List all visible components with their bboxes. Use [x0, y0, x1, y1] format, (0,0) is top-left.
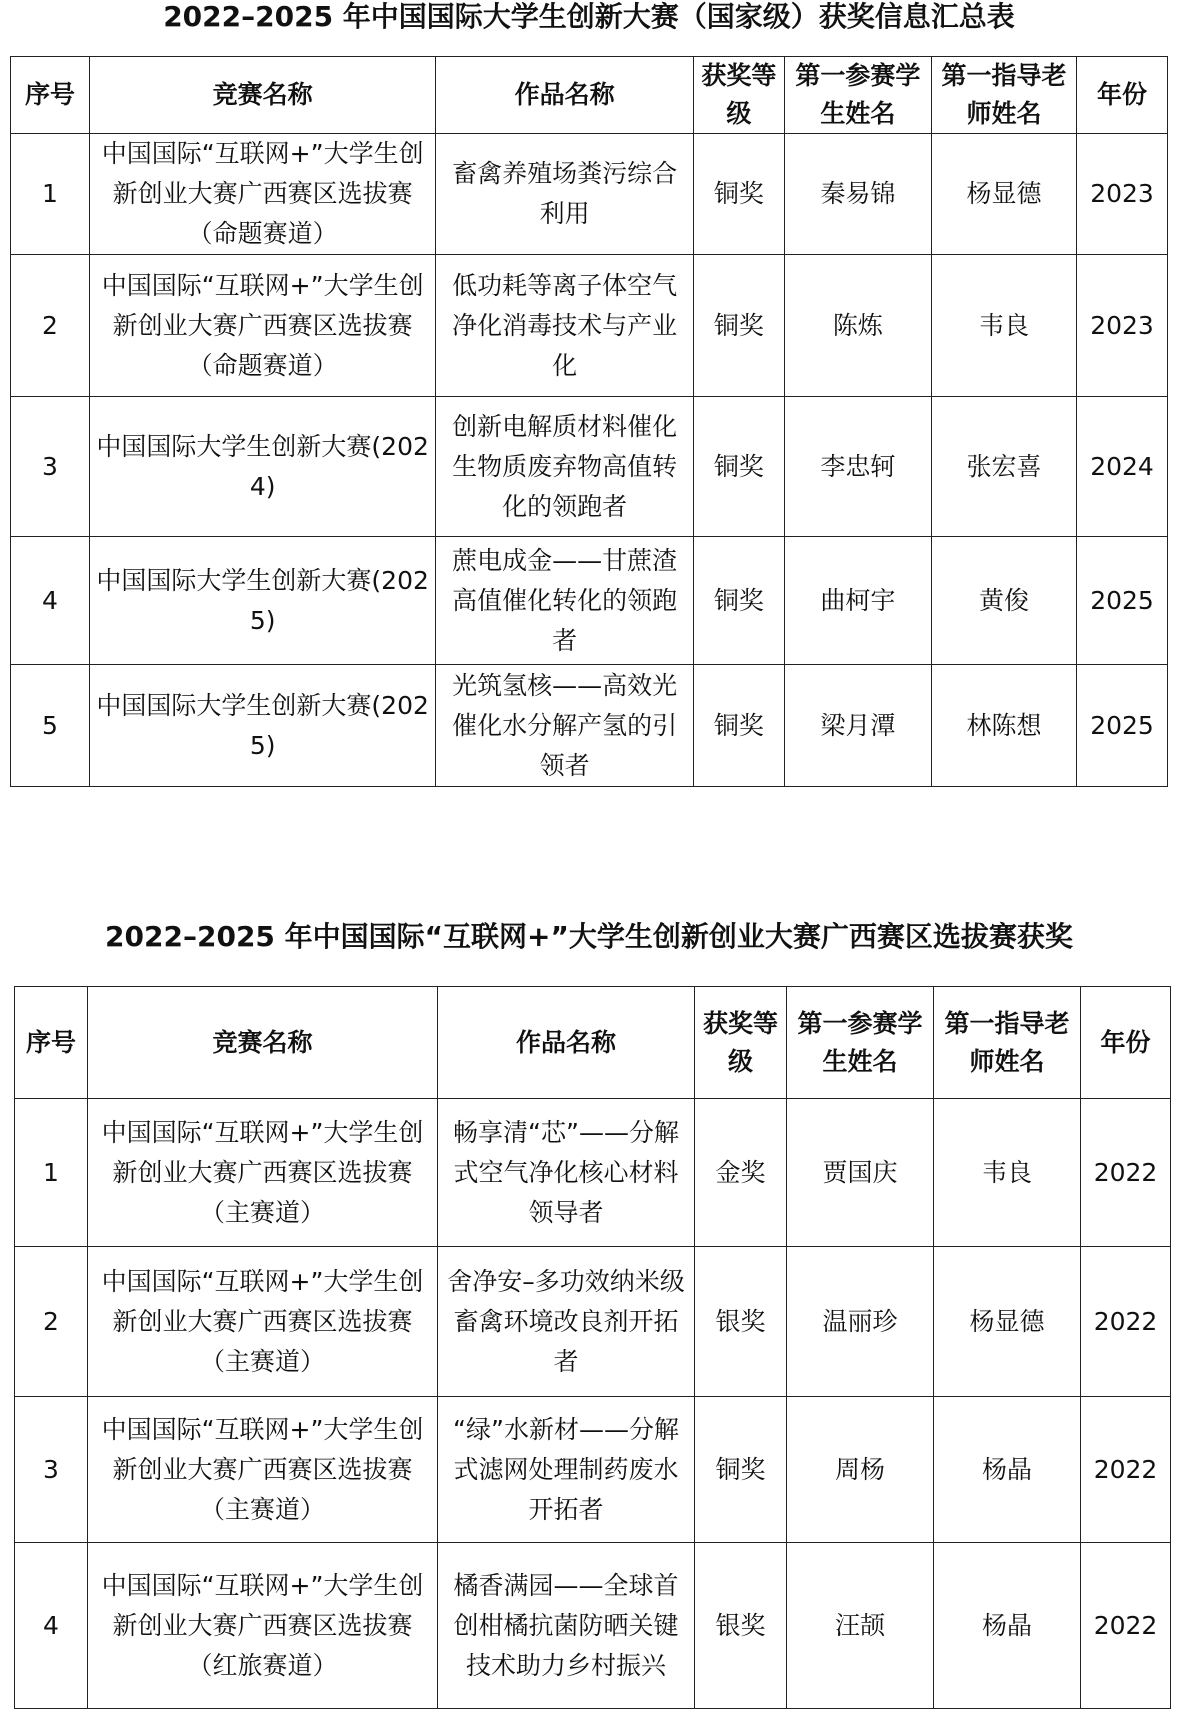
- cell-project: 橘香满园——全球首创柑橘抗菌防晒关键技术助力乡村振兴: [438, 1543, 695, 1709]
- table-row: [15, 1247, 1171, 1397]
- cell-project: 光筑氢核——高效光催化水分解产氢的引领者: [436, 665, 694, 787]
- cell-year: 2025: [1077, 537, 1168, 665]
- cell-project: 畅享清“芯”——分解式空气净化核心材料领导者: [438, 1099, 695, 1247]
- cell-competition: 中国国际“互联网+”大学生创新创业大赛广西赛区选拔赛（主赛道）: [88, 1247, 438, 1397]
- table-row: [15, 1099, 1171, 1247]
- cell-year: 2022: [1081, 1247, 1171, 1397]
- cell-index: 1: [11, 134, 90, 255]
- guangxi-awards-table: [14, 986, 1171, 1709]
- header-competition: 竞赛名称: [88, 987, 438, 1099]
- cell-student: 周杨: [787, 1397, 934, 1543]
- cell-year: 2024: [1077, 397, 1168, 537]
- table-row: [11, 665, 1168, 787]
- cell-student: 汪颉: [787, 1543, 934, 1709]
- header-student: 第一参赛学生姓名: [784, 57, 931, 134]
- table-row: [11, 255, 1168, 397]
- header-advisor: 第一指导老师姓名: [934, 987, 1081, 1099]
- cell-year: 2022: [1081, 1099, 1171, 1247]
- cell-student: 李忠轲: [784, 397, 931, 537]
- cell-project: “绿”水新材——分解式滤网处理制药废水开拓者: [438, 1397, 695, 1543]
- cell-advisor: 杨显德: [932, 134, 1077, 255]
- cell-index: 1: [15, 1099, 88, 1247]
- cell-competition: 中国国际大学生创新大赛(2025): [90, 537, 436, 665]
- national-awards-table: [10, 56, 1168, 787]
- table-row: [15, 1543, 1171, 1709]
- table-1-title: 2022–2025 年中国国际大学生创新大赛（国家级）获奖信息汇总表: [163, 0, 1015, 33]
- cell-index: 4: [11, 537, 90, 665]
- cell-year: 2022: [1081, 1397, 1171, 1543]
- cell-competition: 中国国际大学生创新大赛(2025): [90, 665, 436, 787]
- cell-award-level: 铜奖: [693, 665, 784, 787]
- cell-index: 2: [11, 255, 90, 397]
- cell-year: 2023: [1077, 134, 1168, 255]
- header-award-level: 获奖等级: [693, 57, 784, 134]
- cell-index: 4: [15, 1543, 88, 1709]
- table-row: [11, 537, 1168, 665]
- table-row: [15, 1397, 1171, 1543]
- cell-year: 2022: [1081, 1543, 1171, 1709]
- header-year: 年份: [1077, 57, 1168, 134]
- cell-advisor: 杨显德: [934, 1247, 1081, 1397]
- cell-advisor: 杨晶: [934, 1397, 1081, 1543]
- table-row: [11, 134, 1168, 255]
- header-student: 第一参赛学生姓名: [787, 987, 934, 1099]
- header-project: 作品名称: [438, 987, 695, 1099]
- cell-project: 蔗电成金——甘蔗渣高值催化转化的领跑者: [436, 537, 694, 665]
- cell-year: 2023: [1077, 255, 1168, 397]
- header-award-level: 获奖等级: [695, 987, 787, 1099]
- cell-competition: 中国国际“互联网+”大学生创新创业大赛广西赛区选拔赛（命题赛道）: [90, 134, 436, 255]
- cell-advisor: 韦良: [932, 255, 1077, 397]
- cell-project: 畜禽养殖场粪污综合利用: [436, 134, 694, 255]
- cell-student: 秦易锦: [784, 134, 931, 255]
- table-header-row: [11, 57, 1168, 134]
- cell-index: 2: [15, 1247, 88, 1397]
- cell-competition: 中国国际“互联网+”大学生创新创业大赛广西赛区选拔赛（主赛道）: [88, 1099, 438, 1247]
- cell-student: 贾国庆: [787, 1099, 934, 1247]
- cell-project: 创新电解质材料催化生物质废弃物高值转化的领跑者: [436, 397, 694, 537]
- cell-award-level: 铜奖: [693, 537, 784, 665]
- cell-award-level: 铜奖: [693, 397, 784, 537]
- table-2-title: 2022–2025 年中国国际“互联网+”大学生创新创业大赛广西赛区选拔赛获奖: [105, 920, 1073, 953]
- cell-competition: 中国国际“互联网+”大学生创新创业大赛广西赛区选拔赛（命题赛道）: [90, 255, 436, 397]
- header-index: 序号: [15, 987, 88, 1099]
- header-index: 序号: [11, 57, 90, 134]
- cell-award-level: 铜奖: [693, 255, 784, 397]
- cell-advisor: 张宏喜: [932, 397, 1077, 537]
- cell-student: 梁月潭: [784, 665, 931, 787]
- cell-advisor: 杨晶: [934, 1543, 1081, 1709]
- cell-index: 3: [15, 1397, 88, 1543]
- cell-student: 陈炼: [784, 255, 931, 397]
- header-advisor: 第一指导老师姓名: [932, 57, 1077, 134]
- table-header-row: [15, 987, 1171, 1099]
- cell-competition: 中国国际“互联网+”大学生创新创业大赛广西赛区选拔赛（主赛道）: [88, 1397, 438, 1543]
- header-competition: 竞赛名称: [90, 57, 436, 134]
- cell-competition: 中国国际大学生创新大赛(2024): [90, 397, 436, 537]
- cell-student: 曲柯宇: [784, 537, 931, 665]
- cell-student: 温丽珍: [787, 1247, 934, 1397]
- cell-advisor: 林陈想: [932, 665, 1077, 787]
- cell-index: 3: [11, 397, 90, 537]
- cell-award-level: 银奖: [695, 1247, 787, 1397]
- cell-award-level: 金奖: [695, 1099, 787, 1247]
- cell-project: 低功耗等离子体空气净化消毒技术与产业化: [436, 255, 694, 397]
- cell-project: 舍净安–多功效纳米级畜禽环境改良剂开拓者: [438, 1247, 695, 1397]
- cell-index: 5: [11, 665, 90, 787]
- table-row: [11, 397, 1168, 537]
- cell-award-level: 铜奖: [693, 134, 784, 255]
- cell-advisor: 韦良: [934, 1099, 1081, 1247]
- header-project: 作品名称: [436, 57, 694, 134]
- cell-advisor: 黄俊: [932, 537, 1077, 665]
- cell-award-level: 铜奖: [695, 1397, 787, 1543]
- cell-award-level: 银奖: [695, 1543, 787, 1709]
- cell-year: 2025: [1077, 665, 1168, 787]
- header-year: 年份: [1081, 987, 1171, 1099]
- cell-competition: 中国国际“互联网+”大学生创新创业大赛广西赛区选拔赛（红旅赛道）: [88, 1543, 438, 1709]
